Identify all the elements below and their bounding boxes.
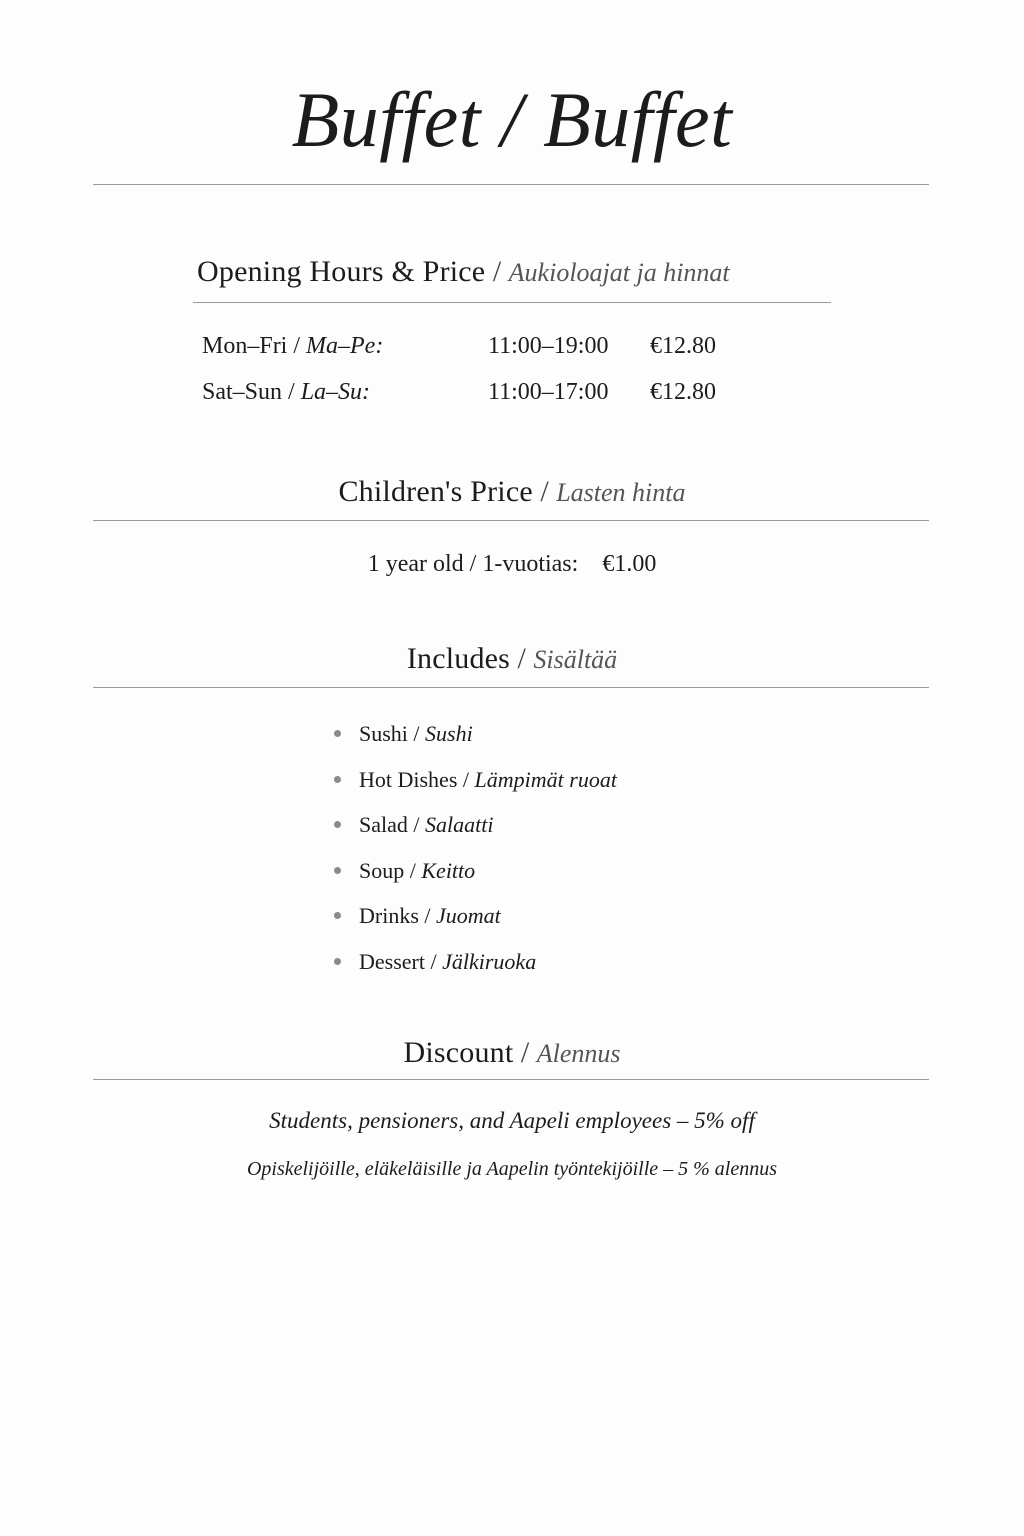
item-fi: Sushi: [425, 721, 473, 746]
discount-text-fi: Opiskelijöille, eläkeläisille ja Aapelin työntekijöille – 5 % alennus: [246, 1158, 778, 1180]
discount-heading-en: Discount: [403, 1036, 514, 1069]
item-fi: Jälkiruoka: [442, 948, 537, 974]
children-divider: [93, 520, 929, 521]
hours-day-en: Mon–Fri /: [202, 333, 307, 359]
opening-hours-heading: [197, 254, 730, 291]
children-heading-en: Children's Price: [338, 475, 533, 508]
discount-divider: [93, 1079, 929, 1080]
hours-day: [202, 377, 370, 407]
includes-list: [334, 716, 617, 990]
hours-time: 11:00–19:00: [488, 333, 609, 359]
hours-day: [202, 331, 383, 361]
includes-heading: [0, 641, 1024, 678]
hours-price: €12.80: [650, 333, 716, 359]
includes-heading-fi: Sisältää: [533, 645, 618, 674]
item-en: Hot Dishes: [359, 766, 458, 792]
opening-hours-divider: [193, 302, 831, 303]
bullet-icon: [334, 821, 341, 828]
includes-heading-sep: /: [517, 642, 526, 675]
children-heading-sep: /: [540, 475, 549, 508]
list-item: Sushi / Sushi: [334, 716, 617, 762]
item-en: Sushi: [359, 721, 408, 746]
hours-day-fi: La–Su:: [300, 379, 371, 405]
includes-heading-en: Includes: [406, 642, 511, 675]
opening-hours-heading-fi: Aukioloajat ja hinnat: [508, 258, 730, 287]
item-en: Drinks: [359, 903, 419, 929]
bullet-icon: [334, 776, 341, 783]
includes-divider: [93, 687, 929, 688]
page-title: Buffet / Buffet: [291, 76, 733, 163]
children-heading-fi: Lasten hinta: [556, 478, 686, 507]
hours-day-fi: Ma–Pe:: [306, 333, 384, 359]
list-item: Soup / Keitto: [334, 853, 617, 899]
discount-heading-sep: /: [520, 1036, 530, 1069]
item-fi: Lämpimät ruoat: [474, 766, 617, 792]
discount-text-en: Students, pensioners, and Aapeli employees – 5% off: [269, 1108, 755, 1133]
item-en: Soup: [359, 857, 405, 883]
discount-heading-fi: Alennus: [536, 1039, 621, 1068]
hours-price: €12.80: [650, 379, 716, 405]
list-item: Dessert / Jälkiruoka: [334, 944, 617, 990]
hours-time: 11:00–17:00: [488, 379, 609, 405]
list-item: Drinks / Juomat: [334, 898, 617, 944]
discount-heading: [0, 1035, 1024, 1072]
children-price-heading: [0, 474, 1024, 511]
bullet-icon: [334, 730, 341, 737]
children-price-row: [0, 549, 1024, 579]
hours-day-en: Sat–Sun /: [202, 379, 301, 405]
item-en: Salad: [359, 812, 408, 838]
item-fi: Juomat: [436, 903, 501, 929]
bullet-icon: [334, 912, 341, 919]
bullet-icon: [334, 958, 341, 965]
item-fi: Keitto: [421, 857, 476, 883]
list-item: Salad / Salaatti: [334, 807, 617, 853]
list-item: Hot Dishes / Lämpimät ruoat: [334, 762, 617, 808]
children-price-value: €1.00: [602, 551, 657, 577]
bullet-icon: [334, 867, 341, 874]
children-age-label: 1 year old / 1-vuotias:: [367, 551, 579, 577]
opening-hours-heading-sep: /: [492, 255, 502, 288]
item-fi: Salaatti: [425, 812, 494, 838]
title-divider: [93, 184, 929, 185]
item-en: Dessert: [359, 948, 425, 974]
opening-hours-heading-en: Opening Hours & Price: [197, 255, 486, 288]
